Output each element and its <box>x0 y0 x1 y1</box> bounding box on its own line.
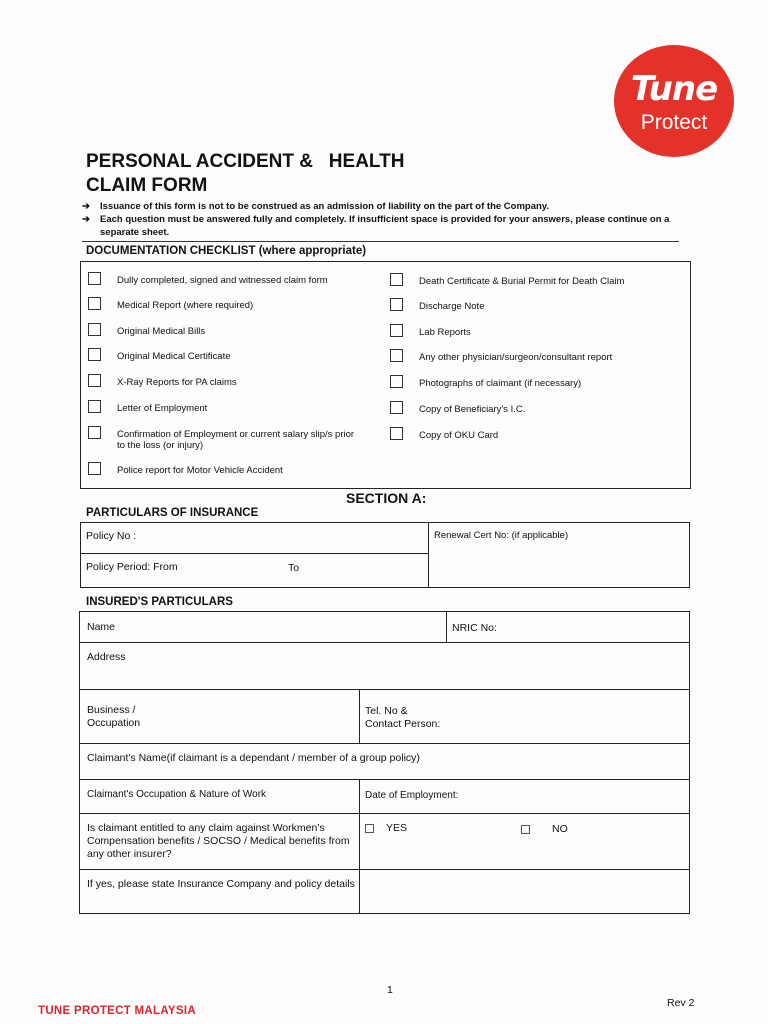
footer-brand: TUNE PROTECT MALAYSIA <box>38 1005 196 1017</box>
divider <box>79 779 690 780</box>
checkbox[interactable] <box>390 273 403 286</box>
checklist-item[interactable]: Death Certificate & Burial Permit for Death Claim <box>390 276 685 287</box>
no-option[interactable]: NO <box>521 823 568 836</box>
divider <box>79 689 690 690</box>
divider <box>428 522 429 588</box>
insured-heading: INSURED'S PARTICULARS <box>86 596 233 608</box>
logo-line1: Tune <box>630 69 718 109</box>
checklist-item[interactable]: Discharge Note <box>390 301 685 312</box>
if-yes-details-field[interactable]: If yes, please state Insurance Company and policy details <box>87 878 355 890</box>
insurance-table <box>80 522 690 588</box>
checklist-item[interactable]: Any other physician/surgeon/consultant report <box>390 352 685 363</box>
form-notes <box>82 200 680 238</box>
insurance-heading: PARTICULARS OF INSURANCE <box>86 507 259 519</box>
checklist-item[interactable]: Original Medical Certificate <box>88 351 378 362</box>
form-title: PERSONAL ACCIDENT & HEALTH CLAIM FORM <box>86 151 405 196</box>
claimant-name-field[interactable]: Claimant's Name(if claimant is a dependant / member of a group policy) <box>87 752 420 764</box>
checkbox[interactable] <box>390 324 403 337</box>
policy-period-from-field[interactable]: Policy Period: From <box>86 561 178 573</box>
section-a-heading: SECTION A: <box>346 490 427 506</box>
divider <box>79 642 690 643</box>
divider <box>359 779 360 914</box>
checkbox[interactable] <box>88 426 101 439</box>
revision-label: Rev 2 <box>667 997 695 1009</box>
checklist-item[interactable]: Police report for Motor Vehicle Accident <box>88 465 378 476</box>
checklist-item[interactable]: Lab Reports <box>390 327 685 338</box>
checkbox[interactable] <box>88 297 101 310</box>
renewal-cert-field[interactable]: Renewal Cert No: (if applicable) <box>434 530 569 541</box>
page-number: 1 <box>387 984 393 996</box>
checkbox[interactable] <box>88 323 101 336</box>
tune-protect-logo <box>614 45 734 157</box>
note-item: ➔ Issuance of this form is not to be construed as an admission of liability on the part of the Company. <box>82 201 550 212</box>
claimant-occupation-field[interactable]: Claimant's Occupation & Nature of Work <box>87 789 267 800</box>
checklist-item[interactable]: Dully completed, signed and witnessed claim form <box>88 275 378 286</box>
checklist-box <box>80 261 691 489</box>
checkbox[interactable] <box>88 272 101 285</box>
checklist-item[interactable]: X-Ray Reports for PA claims <box>88 377 378 388</box>
policy-period-to-field[interactable]: To <box>288 562 300 574</box>
checklist-item[interactable]: Copy of OKU Card <box>390 430 685 441</box>
address-field[interactable]: Address <box>87 651 126 663</box>
divider <box>82 241 679 242</box>
checkbox[interactable] <box>390 298 403 311</box>
divider <box>79 813 690 814</box>
checklist-item[interactable]: Photographs of claimant (if necessary) <box>390 378 685 389</box>
tel-contact-field[interactable]: Tel. No & Contact Person: <box>365 705 441 730</box>
entitled-question: Is claimant entitled to any claim against Workmen's Compensation benefits / SOCSO / Medical benefits from any other insurer? <box>87 822 350 860</box>
date-of-employment-field[interactable]: Date of Employment: <box>365 790 459 801</box>
divider <box>79 743 690 744</box>
checkbox[interactable] <box>88 462 101 475</box>
checkbox[interactable] <box>88 348 101 361</box>
checkbox[interactable] <box>390 375 403 388</box>
bullet-icon: ➔ <box>82 201 90 212</box>
checkbox[interactable] <box>390 401 403 414</box>
checklist-item[interactable]: Original Medical Bills <box>88 326 378 337</box>
note-item: ➔ Each question must be answered fully and completely. If insufficient space is provided for your answers, please continue on a separate sheet. <box>82 214 670 238</box>
yes-option[interactable]: YES <box>365 822 407 835</box>
checkbox[interactable] <box>88 374 101 387</box>
checklist-item[interactable]: Confirmation of Employment or current salary slip/s prior to the loss (or injury) <box>88 429 363 451</box>
checklist-item[interactable]: Medical Report (where required) <box>88 300 378 311</box>
nric-field[interactable]: NRIC No: <box>452 622 497 634</box>
yes-checkbox[interactable] <box>365 824 374 833</box>
checklist-item[interactable]: Letter of Employment <box>88 403 378 414</box>
checkbox[interactable] <box>88 400 101 413</box>
checkbox[interactable] <box>390 349 403 362</box>
no-checkbox[interactable] <box>521 825 530 834</box>
business-occupation-field[interactable]: Business / Occupation <box>87 704 141 729</box>
divider <box>80 553 428 554</box>
checklist-item[interactable]: Copy of Beneficiary's I.C. <box>390 404 685 415</box>
divider <box>359 689 360 743</box>
bullet-icon: ➔ <box>82 214 90 225</box>
divider <box>79 869 690 870</box>
checkbox[interactable] <box>390 427 403 440</box>
logo-line2: Protect <box>640 111 708 134</box>
checklist-heading: DOCUMENTATION CHECKLIST (where appropriate) <box>86 245 367 257</box>
divider <box>446 611 447 642</box>
name-field[interactable]: Name <box>87 621 116 633</box>
policy-no-field[interactable]: Policy No : <box>86 530 137 542</box>
